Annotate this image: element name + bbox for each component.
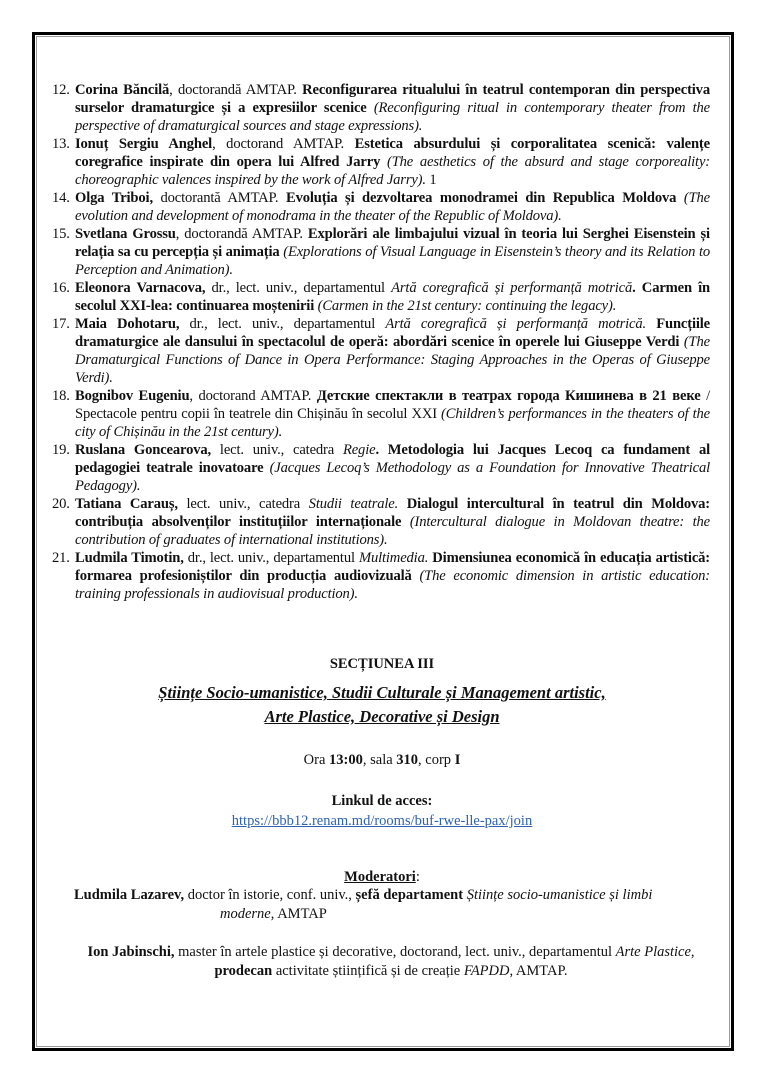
entry-number: 12. (52, 82, 70, 98)
list-item (52, 225, 710, 279)
author-name: Bognibov Eugeniu (75, 388, 190, 404)
moderator-institution: AMTAP (274, 906, 327, 922)
author-name: Ruslana Goncearova, (75, 442, 212, 458)
author-affiliation: dr., lect. univ., departamentul (179, 316, 386, 332)
paper-translation: (The evolution and development of monodrama in the theater of the Republic of Moldova). (75, 190, 711, 224)
room-prefix: , sala (362, 752, 397, 768)
entry-number: 19. (52, 442, 70, 458)
department-name: Regie (342, 442, 376, 458)
author-name: Ionuț Sergiu Anghel (75, 136, 213, 152)
moderators-colon: : (415, 869, 420, 885)
moderator-role: prodecan (214, 963, 273, 979)
author-affiliation: lect. univ., catedra (177, 496, 309, 512)
moderator-role: șefă departament (355, 887, 464, 903)
paper-title: . Carmen în secolul XXI-lea: continuarea moștenirii (75, 280, 711, 314)
moderator-credentials: doctor în istorie, conf. univ., (184, 887, 356, 903)
paper-title-romanian: / Spectacole pentru copii în teatrele din Chișinău în secolul XXI (75, 388, 710, 422)
entry-body (75, 495, 710, 549)
entry-number: 18. (52, 388, 70, 404)
list-item (52, 495, 710, 549)
entry-body (75, 315, 710, 387)
moderator-department-cont: moderne, (220, 906, 275, 922)
entry-body (75, 279, 710, 315)
department-name: Studii teatrale. (308, 496, 399, 512)
access-link-url[interactable]: https://bbb12.renam.md/rooms/buf-rwe-lle-pax/join (231, 813, 533, 829)
author-affiliation: , doctorand AMTAP. (212, 136, 355, 152)
access-link-label: Linkul de acces: (331, 793, 433, 809)
moderator-department: Arte Plastice, (615, 944, 695, 960)
list-item (52, 279, 710, 315)
author-name: Tatiana Carauș, (75, 496, 178, 512)
paper-title: Dialogul intercultural în teatrul din Moldova: contribuția absolvenților instituțiilor internaționale (75, 496, 710, 530)
session-time: 13:00 (329, 752, 363, 768)
moderator-faculty: FAPDD (463, 963, 510, 979)
moderator-name: Ion Jabinschi, (87, 944, 175, 960)
paper-translation: (Children’s performances in the theaters of the city of Chișinău in the 21st century). (75, 406, 710, 440)
department-name: Multimedia. (358, 550, 429, 566)
moderators-label: Moderatori (344, 869, 416, 885)
moderator-institution: , AMTAP. (509, 963, 568, 979)
paper-title: Dimensiunea economică în educația artistică: formarea profesioniștilor din producția audiovizuală (75, 550, 711, 584)
section-subtitle-line-2: Arte Plastice, Decorative și Design (264, 707, 500, 726)
section-subtitle-line-1: Științe Socio-umanistice, Studii Culturale și Management artistic, (158, 683, 606, 702)
paper-translation: (Reconfiguring ritual in contemporary theater from the perspective of dramaturgical sources and stage expressions). (75, 100, 710, 134)
entry-number: 13. (52, 136, 70, 152)
participants-list (52, 81, 710, 603)
moderator-name: Ludmila Lazarev, (74, 887, 185, 903)
list-item (52, 135, 710, 189)
building-prefix: , corp (418, 752, 455, 768)
list-item (52, 387, 710, 441)
paper-translation: (Explorations of Visual Language in Eisenstein’s theory and its Relation to Perception and Animation). (75, 244, 711, 278)
department-name: Artă coregrafică și performanță motrică. (385, 316, 647, 332)
paper-translation: (The Dramaturgical Functions of Dance in Opera Performance: Staging Approaches in the Operas of Giuseppe Verdi). (75, 334, 710, 386)
moderator-line-1 (66, 943, 716, 962)
entry-body (75, 81, 710, 135)
author-affiliation: , doctorand AMTAP. (189, 388, 317, 404)
paper-translation: (Intercultural dialogue in Moldovan theatre: the contribution of graduates of international institutions). (75, 514, 710, 548)
author-name: Corina Băncilă (75, 82, 170, 98)
author-affiliation: doctorantă AMTAP. (152, 190, 286, 206)
paper-translation: (Carmen in the 21st century: continuing the legacy). (314, 298, 617, 314)
room-number: 310 (396, 752, 419, 768)
entry-body (75, 225, 710, 279)
entry-body (75, 135, 710, 189)
entry-body (75, 387, 710, 441)
moderator-credentials: master în artele plastice și decorative, doctorand, lect. univ., departamentul (174, 944, 616, 960)
list-item (52, 81, 710, 135)
entry-body (75, 441, 710, 495)
author-affiliation: , doctorandă AMTAP. (175, 226, 308, 242)
entry-body (75, 189, 710, 225)
paper-title: Funcțiile dramaturgice ale dansului în spectacolul de operă: abordări scenice în operele lui Giuseppe Verdi (75, 316, 711, 350)
entry-number: 16. (52, 280, 70, 296)
author-name: Eleonora Varnacova, (75, 280, 206, 296)
moderators-heading (34, 869, 730, 886)
list-item (52, 189, 710, 225)
moderator-line-2 (74, 905, 710, 924)
access-link[interactable] (34, 813, 730, 830)
session-schedule (34, 752, 730, 769)
moderator-item (74, 886, 710, 924)
author-name: Svetlana Grossu (75, 226, 176, 242)
paper-title: Estetica absurdului și corporalitatea scenică: valențe coregrafice inspirate din opera lui Alfred Jarry (75, 136, 710, 170)
moderator-item (66, 943, 716, 981)
author-affiliation: dr., lect. univ., departamentul (183, 550, 359, 566)
paper-title: Evoluția și dezvoltarea monodramei din Republica Moldova (285, 190, 677, 206)
list-item (52, 549, 710, 603)
department-name: Artă coregrafică și performanță motrică (391, 280, 633, 296)
author-affiliation: , doctorandă AMTAP. (169, 82, 303, 98)
time-prefix: Ora (303, 752, 330, 768)
author-affiliation: dr., lect. univ., departamentul (205, 280, 392, 296)
moderator-role-desc: activitate științifică și de creație (272, 963, 464, 979)
list-item (52, 315, 710, 387)
author-name: Ludmila Timotin, (75, 550, 184, 566)
entry-number: 14. (52, 190, 70, 206)
paper-translation: (The aesthetics of the absurd and stage corporeality: choreographic valences inspired by the work of Alfred Jarry). (75, 154, 710, 188)
moderator-department: Științe socio-umanistice și limbi (463, 887, 653, 903)
author-name: Maia Dohotaru, (75, 316, 180, 332)
entry-number: 17. (52, 316, 70, 332)
moderator-line-2 (66, 962, 716, 981)
paper-title: Детские спектакли в театрах города Кишинева в 21 веке (316, 388, 701, 404)
paper-title: . Metodologia lui Jacques Lecoq ca fundament al pedagogiei teatrale inovatoare (75, 442, 711, 476)
building-id: I (454, 752, 461, 768)
entry-number: 15. (52, 226, 70, 242)
entry-suffix: 1 (425, 172, 437, 188)
moderator-line-1 (74, 886, 710, 905)
author-name: Olga Triboi, (75, 190, 153, 206)
paper-translation: (The economic dimension in artistic education: training professionals in audiovisual production). (75, 568, 710, 602)
entry-number: 21. (52, 550, 70, 566)
author-affiliation: lect. univ., catedra (211, 442, 343, 458)
entry-number: 20. (52, 496, 70, 512)
paper-translation: (Jacques Lecoq’s Methodology as a Foundation for Innovative Theatrical Pedagogy). (75, 460, 710, 494)
paper-title: Explorări ale limbajului vizual în teoria lui Serghei Eisenstein și relația sa cu percepția și animația (75, 226, 710, 260)
section-heading: SECȚIUNEA III (329, 656, 435, 672)
entry-body (75, 549, 710, 603)
list-item (52, 441, 710, 495)
paper-title: Reconfigurarea ritualului în teatrul contemporan din perspectiva surselor dramaturgice și a expresiilor scenice (75, 82, 710, 116)
